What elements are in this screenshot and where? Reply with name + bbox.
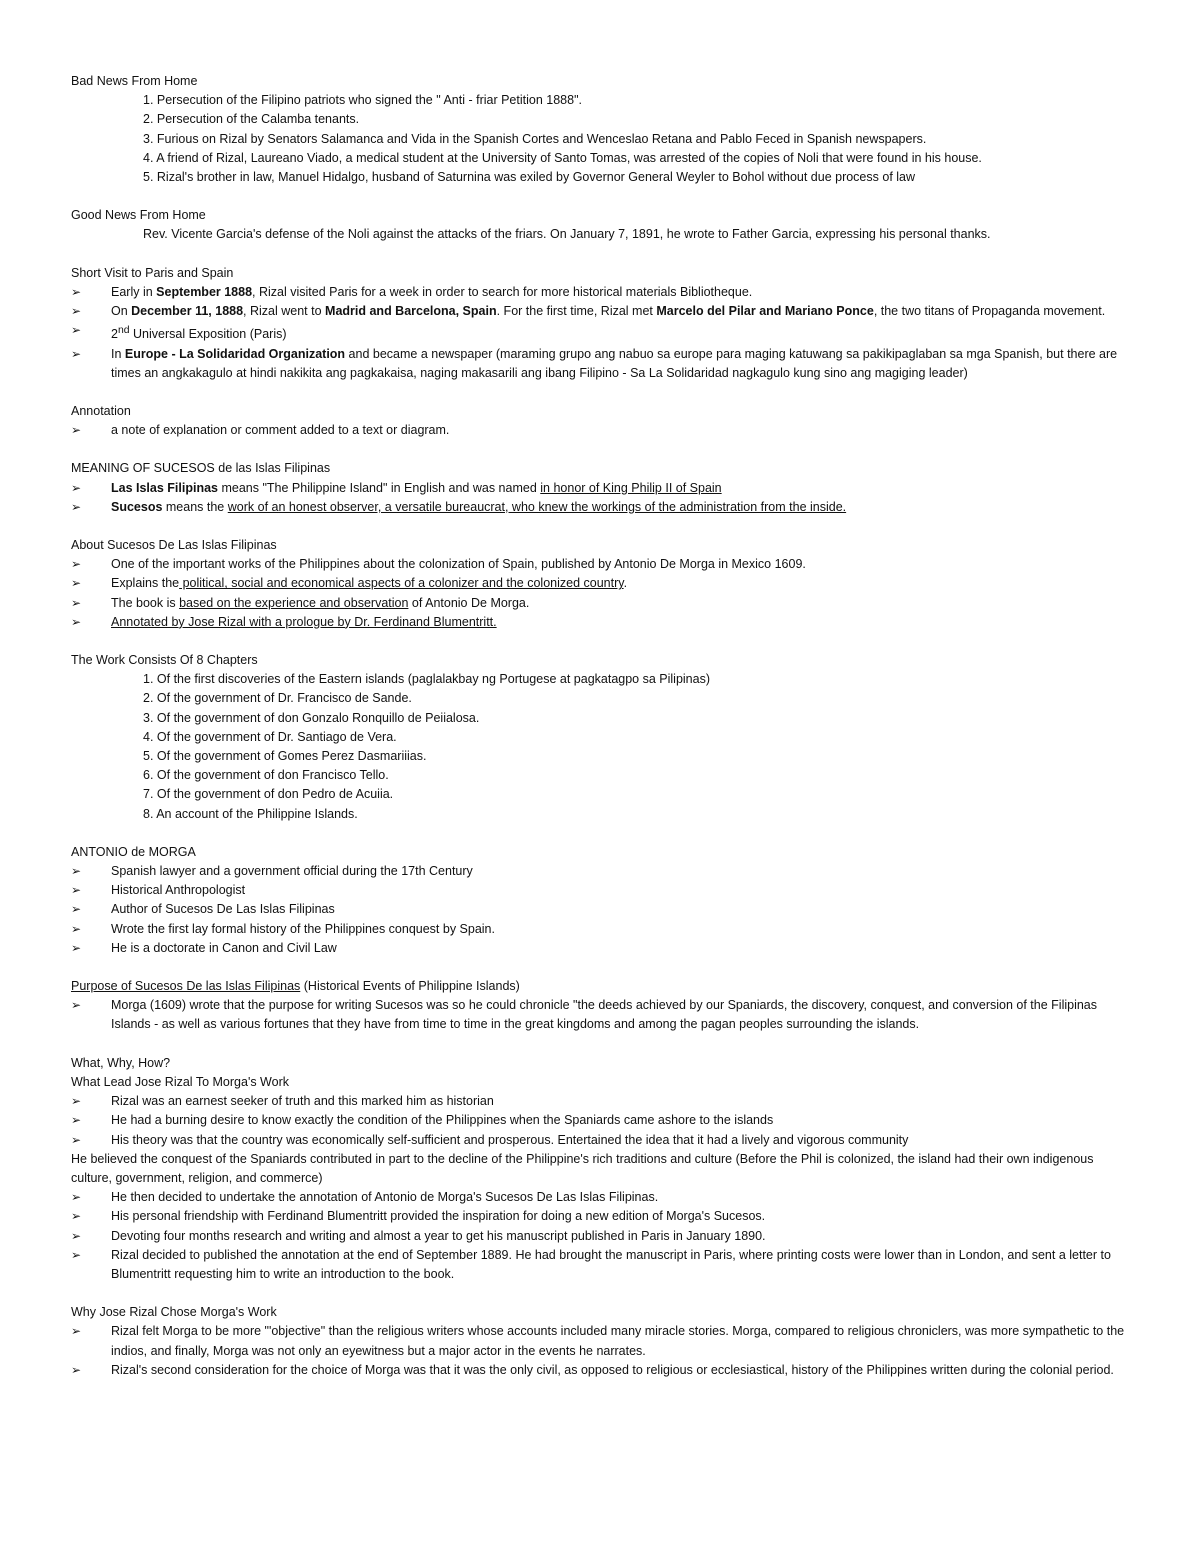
list-item xyxy=(71,345,1133,383)
text-run: The book is xyxy=(111,595,180,610)
section-purpose xyxy=(71,977,1133,1035)
list-item xyxy=(71,283,1133,302)
what-lead-list-a xyxy=(71,1092,1133,1150)
text-run: , Rizal went to xyxy=(243,304,326,319)
list-item xyxy=(71,1246,1133,1284)
section-morga xyxy=(71,843,1133,958)
heading-morga: ANTONIO de MORGA xyxy=(71,844,196,859)
bold-text: December 11, 1888 xyxy=(131,304,244,319)
arrow-bullet-icon: ➢ xyxy=(71,902,82,917)
heading-meaning: MEANING OF SUCESOS de las Islas Filipinas xyxy=(71,461,331,476)
text-run: Universal Exposition (Paris) xyxy=(129,327,287,342)
list-item: 5. Of the government of Gomes Perez Dasmariiias. xyxy=(143,749,427,764)
text-run: On xyxy=(111,304,132,319)
underlined-text: Annotated by Jose Rizal with a prologue by Dr. Ferdinand Blumentritt. xyxy=(111,614,497,629)
text-run: In xyxy=(111,346,125,361)
arrow-bullet-icon: ➢ xyxy=(71,614,82,629)
list-item xyxy=(71,939,1133,958)
bold-text: Madrid and Barcelona, Spain xyxy=(325,304,497,319)
list-item xyxy=(71,479,1133,498)
arrow-bullet-icon: ➢ xyxy=(71,864,82,879)
text-run: means the xyxy=(162,499,228,514)
text-run: Historical Anthropologist xyxy=(111,883,246,898)
list-item: 3. Of the government of don Gonzalo Ronquillo de Peiialosa. xyxy=(143,710,480,725)
arrow-bullet-icon: ➢ xyxy=(71,1190,82,1205)
list-item: 1. Of the first discoveries of the Eastern islands (paglalakbay ng Portugese at pagkatagpo sa Pilipinas) xyxy=(143,672,710,687)
text-run: Devoting four months research and writing and almost a year to get his manuscript published in Paris in January 1890. xyxy=(111,1228,766,1243)
list-item xyxy=(71,594,1133,613)
arrow-bullet-icon: ➢ xyxy=(71,557,82,572)
underlined-text: in honor of King Philip II of Spain xyxy=(540,480,722,495)
list-item: 8. An account of the Philippine Islands. xyxy=(143,806,358,821)
list-item xyxy=(71,421,1133,440)
arrow-bullet-icon: ➢ xyxy=(71,1113,82,1128)
bold-text: Sucesos xyxy=(111,499,163,514)
chapters-list xyxy=(71,670,1133,824)
arrow-bullet-icon: ➢ xyxy=(71,921,82,936)
bold-text: Marcelo del Pilar and Mariano Ponce xyxy=(656,304,874,319)
list-item xyxy=(71,920,1133,939)
heading-chapters: The Work Consists Of 8 Chapters xyxy=(71,653,258,668)
list-item xyxy=(71,1207,1133,1226)
document-page xyxy=(71,72,1133,1399)
list-item xyxy=(71,1322,1133,1360)
heading-why-chose: Why Jose Rizal Chose Morga's Work xyxy=(71,1305,277,1320)
underlined-text: Purpose of Sucesos De las Islas Filipinas xyxy=(71,979,301,994)
arrow-bullet-icon: ➢ xyxy=(71,595,82,610)
section-good-news xyxy=(71,206,1133,244)
text-run: a note of explanation or comment added to a text or diagram. xyxy=(111,423,450,438)
underlined-text: based on the experience and observation xyxy=(179,595,409,610)
text-run: One of the important works of the Philippines about the colonization of Spain, published by Antonio De Morga in Mexico 1609. xyxy=(111,557,806,572)
list-item xyxy=(71,302,1133,321)
arrow-bullet-icon: ➢ xyxy=(71,940,82,955)
superscript: nd xyxy=(117,325,130,337)
arrow-bullet-icon: ➢ xyxy=(71,304,82,319)
text-run: His theory was that the country was economically self-sufficient and prosperous. Entertained the idea that it had a lively and vigorous community xyxy=(111,1132,909,1147)
bold-text: Europe - La Solidaridad Organization xyxy=(124,346,346,361)
text-run: Spanish lawyer and a government official during the 17th Century xyxy=(111,864,473,879)
list-item xyxy=(71,862,1133,881)
arrow-bullet-icon: ➢ xyxy=(71,346,82,361)
arrow-bullet-icon: ➢ xyxy=(71,1247,82,1262)
section-about xyxy=(71,536,1133,632)
text-run: He then decided to undertake the annotation of Antonio de Morga's Sucesos De Las Islas Filipinas. xyxy=(111,1190,659,1205)
arrow-bullet-icon: ➢ xyxy=(71,423,82,438)
section-what-why xyxy=(71,1054,1133,1284)
text-run: Early in xyxy=(111,284,157,299)
list-item xyxy=(71,574,1133,593)
section-annotation xyxy=(71,402,1133,440)
section-short-visit xyxy=(71,264,1133,383)
short-visit-list xyxy=(71,283,1133,383)
paragraph: He believed the conquest of the Spaniards contributed in part to the decline of the Philippine's rich traditions and culture (Before the Phil is colonized, the island had their own indigenous culture, government, religion, and commerce) xyxy=(71,1151,1094,1185)
list-item xyxy=(71,555,1133,574)
text-run: His personal friendship with Ferdinand Blumentritt provided the inspiration for doing a new edition of Morga's Sucesos. xyxy=(111,1209,766,1224)
text-run: Rizal's second consideration for the choice of Morga was that it was the only civil, as opposed to religious or ecclesiastical, history of the Philippines written during the colonial period. xyxy=(111,1362,1114,1377)
arrow-bullet-icon: ➢ xyxy=(71,1324,82,1339)
text-run: . For the first time, Rizal met xyxy=(496,304,657,319)
arrow-bullet-icon: ➢ xyxy=(71,1362,82,1377)
text-run: Rizal felt Morga to be more "'objective" than the religious writers whose accounts included many miracle stories. Morga, compared to religious chroniclers, was more sympathetic to the indios, and finally, Morga was not only an eyewitness but a major actor in the events he narrates. xyxy=(111,1324,1125,1358)
list-item xyxy=(71,1188,1133,1207)
arrow-bullet-icon: ➢ xyxy=(71,499,82,514)
text-run: He had a burning desire to know exactly the condition of the Philippines when the Spaniards came ashore to the islands xyxy=(111,1113,774,1128)
list-item: 5. Rizal's brother in law, Manuel Hidalgo, husband of Saturnina was exiled by Governor General Weyler to Bohol without due process of law xyxy=(143,170,916,185)
list-item xyxy=(71,881,1133,900)
arrow-bullet-icon: ➢ xyxy=(71,1132,82,1147)
arrow-bullet-icon: ➢ xyxy=(71,883,82,898)
text-run: . xyxy=(623,576,628,591)
text-run: Author of Sucesos De Las Islas Filipinas xyxy=(111,902,335,917)
arrow-bullet-icon: ➢ xyxy=(71,1228,82,1243)
text-run: Rizal was an earnest seeker of truth and this marked him as historian xyxy=(111,1094,494,1109)
list-item: 6. Of the government of don Francisco Tello. xyxy=(143,768,389,783)
section-chapters xyxy=(71,651,1133,824)
list-item: 1. Persecution of the Filipino patriots who signed the " Anti - friar Petition 1888". xyxy=(143,93,582,108)
list-item xyxy=(71,1111,1133,1130)
list-item: 4. Of the government of Dr. Santiago de Vera. xyxy=(143,729,397,744)
meaning-list xyxy=(71,479,1133,517)
list-item: 7. Of the government of don Pedro de Acuiia. xyxy=(143,787,394,802)
heading-about: About Sucesos De Las Islas Filipinas xyxy=(71,538,277,553)
list-item xyxy=(71,1227,1133,1246)
list-item xyxy=(71,1131,1133,1150)
text-run: Wrote the first lay formal history of the Philippines conquest by Spain. xyxy=(111,921,495,936)
list-item xyxy=(71,613,1133,632)
about-list xyxy=(71,555,1133,632)
purpose-list xyxy=(71,996,1133,1034)
arrow-bullet-icon: ➢ xyxy=(71,576,82,591)
arrow-bullet-icon: ➢ xyxy=(71,480,82,495)
arrow-bullet-icon: ➢ xyxy=(71,998,82,1013)
heading-bad-news: Bad News From Home xyxy=(71,74,198,88)
what-lead-list-b xyxy=(71,1188,1133,1284)
heading-what-lead: What Lead Jose Rizal To Morga's Work xyxy=(71,1074,289,1089)
text-run: Rizal decided to published the annotation at the end of September 1889. He had brought the manuscript in Paris, where printing costs were lower than in London, and sent a letter to Blumentritt requesting him to write an introduction to the book. xyxy=(111,1247,1111,1281)
heading-good-news: Good News From Home xyxy=(71,208,206,223)
list-item: 3. Furious on Rizal by Senators Salamanca and Vida in the Spanish Cortes and Wenceslao Retana and Pablo Feced in Spanish newspapers. xyxy=(143,131,927,146)
list-item xyxy=(71,1361,1133,1380)
arrow-bullet-icon: ➢ xyxy=(71,1209,82,1224)
list-item xyxy=(71,900,1133,919)
list-item xyxy=(71,498,1133,517)
text-run: Explains the xyxy=(111,576,180,591)
text-run: (Historical Events of Philippine Islands) xyxy=(300,979,520,994)
bold-text: Las Islas Filipinas xyxy=(111,480,218,495)
list-item: 2. Of the government of Dr. Francisco de Sande. xyxy=(143,691,412,706)
list-item: 4. A friend of Rizal, Laureano Viado, a medical student at the University of Santo Tomas, was arrested of the copies of Noli that were found in his house. xyxy=(143,150,982,165)
text-run: 2 xyxy=(111,327,118,342)
good-news-text: Rev. Vicente Garcia's defense of the Noli against the attacks of the friars. On January 7, 1891, he wrote to Father Garcia, expressing his personal thanks. xyxy=(143,227,991,242)
text-run: means "The Philippine Island" in English and was named xyxy=(218,480,541,495)
text-run: and became a newspaper (maraming grupo ang nabuo sa europe para maging katuwang sa pakikipaglaban sa mga Spanish, but there are times an angkakagulo at hindi nakikita ang pagkakaisa, naging makasarili ang ibang Filipino - Sa La Solidaridad nagkagulo kung sino ang magiging leader) xyxy=(111,346,1118,380)
why-chose-list xyxy=(71,1322,1133,1380)
underlined-text: political, social and economical aspects of a colonizer and the colonized country xyxy=(179,576,624,591)
section-why-chose xyxy=(71,1303,1133,1380)
text-run: He is a doctorate in Canon and Civil Law xyxy=(111,940,337,955)
annotation-list xyxy=(71,421,1133,440)
underlined-text: work of an honest observer, a versatile bureaucrat, who knew the workings of the administration from the inside. xyxy=(227,499,847,514)
section-bad-news xyxy=(71,72,1133,187)
arrow-bullet-icon: ➢ xyxy=(71,323,82,338)
text-run: , the two titans of Propaganda movement. xyxy=(873,304,1106,319)
list-item xyxy=(71,1092,1133,1111)
morga-list xyxy=(71,862,1133,958)
list-item: 2. Persecution of the Calamba tenants. xyxy=(143,112,360,127)
arrow-bullet-icon: ➢ xyxy=(71,1094,82,1109)
heading-what-why-how: What, Why, How? xyxy=(71,1055,171,1070)
list-item xyxy=(71,996,1133,1034)
text-run: of Antonio De Morga. xyxy=(408,595,530,610)
arrow-bullet-icon: ➢ xyxy=(71,284,82,299)
bad-news-list xyxy=(71,91,1133,187)
text-run: Morga (1609) wrote that the purpose for writing Sucesos was so he could chronicle "the deeds achieved by our Spaniards, the discovery, conquest, and conversion of the Filipinas Islands - as well as various fortunes that they have from time to time in the great kingdoms and among the pagan peoples surrounding the islands. xyxy=(111,998,1098,1032)
bold-text: September 1888 xyxy=(156,284,253,299)
section-meaning xyxy=(71,459,1133,517)
heading-short-visit: Short Visit to Paris and Spain xyxy=(71,265,234,280)
heading-purpose xyxy=(71,977,1133,996)
list-item xyxy=(71,321,1133,344)
text-run: , Rizal visited Paris for a week in order to search for more historical materials Bibliotheque. xyxy=(252,284,753,299)
heading-annotation: Annotation xyxy=(71,404,131,418)
